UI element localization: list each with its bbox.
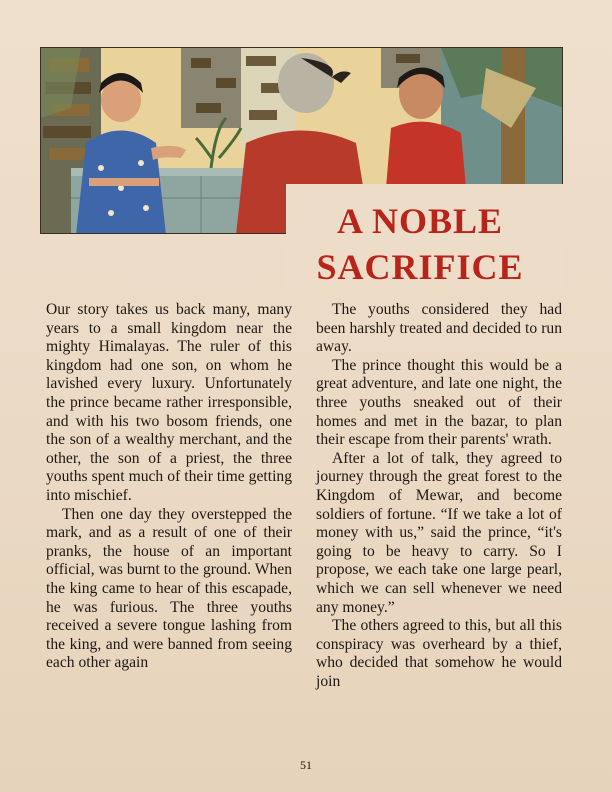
paragraph: The others agreed to this, but all this conspiracy was overheard by a thief, who decided that somehow he would join: [316, 617, 562, 690]
paragraph: Then one day they overstepped the mark, and as a result of one of their pranks, the house of an important official, was burnt to the ground. When the king came to hear of this escapade, he was furious. The three youths received a severe tongue lashing from the king, and were banned from seeing each other again: [46, 505, 292, 672]
story-title: [286, 198, 554, 290]
paragraph: Our story takes us back many, many years to a small kingdom near the mighty Himalayas. The ruler of this kingdom had one son, on whom he lavished every luxury. Unfortunately the prince became rather irresponsible, and with his two bosom friends, one the son of a wealthy merchant, and the other, the son of a priest, the three youths spent much of their time getting into mischief.: [46, 301, 292, 504]
left-column: [46, 301, 292, 673]
right-column: [316, 301, 562, 691]
paragraph: The prince thought this would be a great adventure, and late one night, the three youths sneaked out of their homes and met in the bazar, to plan their escape from their parents' wrath.: [316, 356, 562, 449]
page-number: 51: [300, 758, 312, 772]
title-line-2: SACRIFICE: [316, 247, 524, 287]
paragraph: After a lot of talk, they agreed to journey through the great forest to the Kingdom of Mewar, and become soldiers of fortune. “If we take a lot of money with us,” said the prince, “it's going to be heavy to carry. So I propose, we each take one large pearl, which we can sell whenever we need any money.”: [316, 449, 562, 616]
title-line-1: A NOBLE: [336, 201, 504, 241]
paragraph: The youths considered they had been harshly treated and decided to run away.: [316, 301, 562, 356]
